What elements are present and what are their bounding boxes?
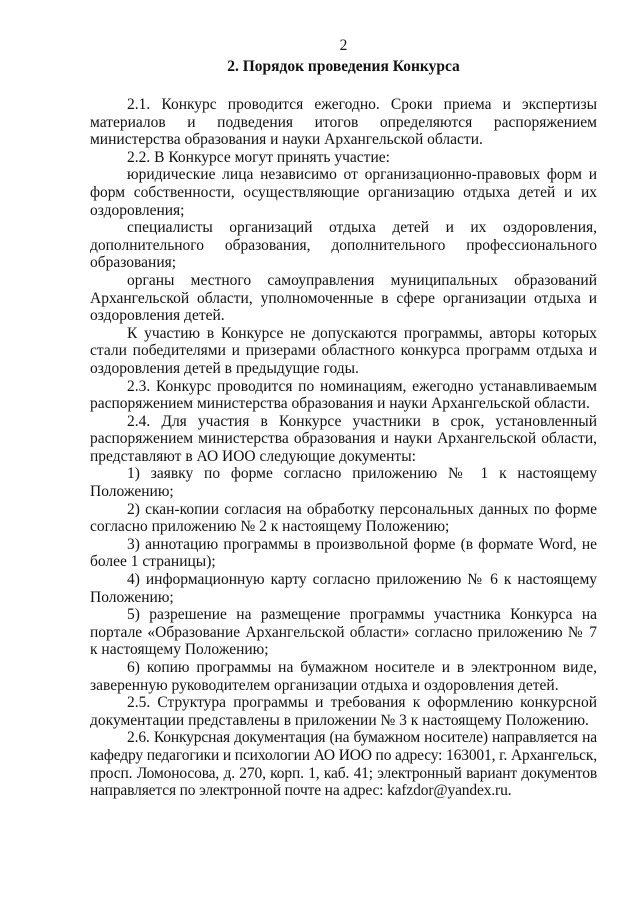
paragraph-2-1: 2.1. Конкурс проводится ежегодно. Сроки приема и экспертизы материалов и подведения итогов определяются распоряжением министерства образования и науки Архангельской области. [90,96,597,149]
document-item-4: 4) информационную карту согласно приложению № 6 к настоящему Положению; [90,571,597,606]
paragraph-2-4: 2.4. Для участия в Конкурсе участники в срок, установленный распоряжением министерства образования и науки Архангельской области, представляют в АО ИОО следующие документы: [90,412,597,465]
paragraph-2-3: 2.3. Конкурс проводится по номинациям, ежегодно устанавливаемым распоряжением министерства образования и науки Архангельской области. [90,377,597,413]
paragraph-2-6: 2.6. Конкурсная документация (на бумажном носителе) направляется на кафедру педагогики и психологии АО ИОО по адресу: 163001, г. Архангельск, просп. Ломоносова, д. 270, корп. 1, каб. 41; электронный вариант документов направляется по электронной почте на адрес: kafzdor@yandex.ru. [90,729,597,800]
document-item-1: 1) заявку по форме согласно приложению № 1 к настоящему Положению; [90,465,597,501]
participant-local-government: органы местного самоуправления муниципальных образований Архангельской области, уполномоченные в сфере организации отдыха и оздоровления детей. [90,271,597,325]
document-item-2: 2) скан-копии согласия на обработку персональных данных по форме согласно приложению № 2 к настоящему Положению; [90,500,597,536]
paragraph-2-2: 2.2. В Конкурсе могут принять участие: [127,148,390,166]
page-number: 2 [339,37,348,54]
section-heading: 2. Порядок проведения Конкурса [227,58,460,75]
participant-specialists: специалисты организаций отдыха детей и их оздоровления, дополнительного образования, дополнительного профессионального образования; [90,219,597,272]
document-page [90,36,597,800]
paragraph-2-5: 2.5. Структура программы и требования к оформлению конкурсной документации представлены в приложении № 3 к настоящему Положению. [90,694,597,729]
participant-legal-entities: юридические лица независимо от организационно-правовых форм и форм собственности, осуществляющие организацию отдыха детей и их оздоровления; [90,166,597,219]
document-item-6: 6) копию программы на бумажном носителе и в электронном виде, заверенную руководителем организации отдыха и оздоровления детей. [90,659,597,694]
paragraph-exclusion: К участию в Конкурсе не допускаются программы, авторы которых стали победителями и призерами областного конкурса программ отдыха и оздоровления детей в предыдущие годы. [90,324,597,377]
document-item-5: 5) разрешение на размещение программы участника Конкурса на портале «Образование Архангельской области» согласно приложению № 7 к настоящему Положению; [90,606,597,659]
document-item-3: 3) аннотацию программы в произвольной форме (в формате Word, не более 1 страницы); [90,535,597,571]
